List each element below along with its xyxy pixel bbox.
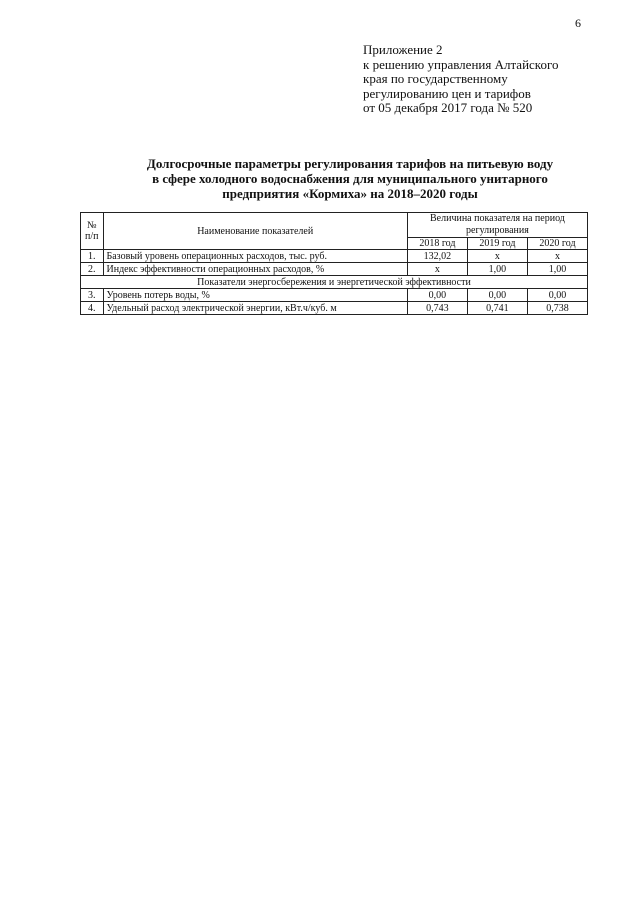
- row-value-2020: 1,00: [527, 263, 587, 276]
- title-line: в сфере холодного водоснабжения для муниципального унитарного: [152, 171, 548, 186]
- appendix-line: регулированию цен и тарифов: [363, 85, 531, 101]
- table-header-row: [81, 213, 588, 238]
- row-number: 1.: [81, 250, 104, 263]
- table-row: [81, 263, 588, 276]
- row-number: 4.: [81, 302, 104, 315]
- row-name: Индекс эффективности операционных расходов, %: [103, 263, 407, 276]
- row-value-2020: х: [527, 250, 587, 263]
- appendix-note: [363, 43, 558, 116]
- row-name: Удельный расход электрической энергии, кВт.ч/куб. м: [103, 302, 407, 315]
- header-number-line1: №: [86, 220, 97, 231]
- title-line: Долгосрочные параметры регулирования тарифов на питьевую воду: [146, 156, 554, 171]
- row-value-2018: 0,743: [407, 302, 467, 315]
- document-title: [100, 156, 600, 201]
- row-value-2020: 0,00: [527, 289, 587, 302]
- appendix-line: края по государственному: [363, 71, 508, 86]
- row-number: 2.: [81, 263, 104, 276]
- appendix-line: Приложение 2: [363, 42, 443, 57]
- header-year-2019: 2019 год: [467, 238, 527, 250]
- header-number-line2: п/п: [85, 231, 99, 242]
- row-value-2019: 0,741: [467, 302, 527, 315]
- row-name: Базовый уровень операционных расходов, тыс. руб.: [103, 250, 407, 263]
- row-value-2020: 0,738: [527, 302, 587, 315]
- title-line: предприятия «Кормиха» на 2018–2020 годы: [222, 186, 478, 201]
- appendix-line: от 05 декабря 2017 года № 520: [363, 100, 533, 115]
- row-value-2019: х: [467, 250, 527, 263]
- row-value-2018: х: [407, 263, 467, 276]
- section-heading: Показатели энергосбережения и энергетической эффективности: [81, 276, 588, 289]
- header-year-2020: 2020 год: [527, 238, 587, 250]
- row-value-2018: 0,00: [407, 289, 467, 302]
- header-period-group: Величина показателя на период регулирования: [407, 213, 587, 238]
- header-year-2018: 2018 год: [407, 238, 467, 250]
- appendix-line: к решению управления Алтайского: [363, 56, 559, 72]
- table-row: [81, 302, 588, 315]
- parameters-table: [80, 212, 588, 315]
- row-value-2019: 0,00: [467, 289, 527, 302]
- row-value-2018: 132,02: [407, 250, 467, 263]
- header-name: Наименование показателей: [103, 213, 407, 250]
- table-section-row: [81, 276, 588, 289]
- row-number: 3.: [81, 289, 104, 302]
- table-row: [81, 250, 588, 263]
- header-number: [81, 213, 104, 250]
- row-name: Уровень потерь воды, %: [103, 289, 407, 302]
- table-row: [81, 289, 588, 302]
- page-number: 6: [575, 16, 581, 30]
- row-value-2019: 1,00: [467, 263, 527, 276]
